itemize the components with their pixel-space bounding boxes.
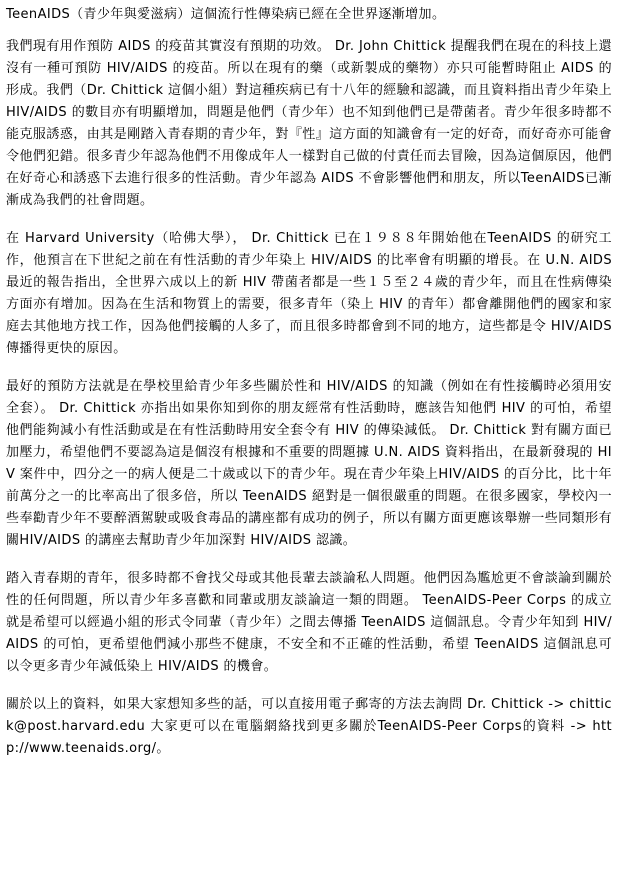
intro-paragraph: TeenAIDS（青少年與愛滋病）這個流行性傳染病已經在全世界逐漸增加。 [6,7,446,22]
prevention-paragraph: 最好的預防方法就是在學校里給青少年多些關於性和 HIV/AIDS 的知識（例如在有性接觸時必須用安全套）。 Dr. Chittick 亦指出如果你知到你的朋友經常有性活動時，應該告知他們 HIV 的可怕，希望他們能夠減小有性活動或是在有性活動時用安全套令有 HIV 的傳染減低。 Dr. Chittick 對有關方面已加壓力，希望他們不要認為這是個沒有根據和不重要的問題據 U.N. AIDS 資料指出，在最新發現的 HIV 案件中，四分之一的病人便是二十歲或以下的青少年。現在青少年染上HIV/AIDS 的百分比，比十年前萬分之一的比率高出了很多倍，所以 TeenAIDS 絕對是一個很嚴重的問題。在很多國家，學校內一些奉勸青少年不要醉酒駕駛或吸食毒品的講座都有成功的例子，所以有關方面更應该舉辦一些同類形有關HIV/AIDS 的講座去幫助青少年加深對 HIV/AIDS 認識。 [6,379,612,548]
article-body [6,4,612,760]
harvard-research-paragraph: 在 Harvard University（哈佛大學）， Dr. Chittick 已在１９８８年開始他在TeenAIDS 的研究工作，他預言在下世紀之前在有性活動的青少年染上 HIV/AIDS 的比率會有明顯的增長。在 U.N. AIDS 最近的報告指出，全世界六成以上的新 HIV 帶菌者都是一些１５至２４歲的青少年，而且在性病傳染方面亦有增加。因為在生活和物質上的需要，很多青年（染上 HIV 的青年）都會離開他們的國家和家庭去其他地方找工作，因為他們接觸的人多了，而且很多時都會到不同的地方，這些都是令 HIV/AIDS 傳播得更快的原因。 [6,231,612,356]
peer-corps-paragraph: 踏入青春期的青年，很多時都不會找父母或其他長輩去談論私人問題。他們因為尷尬更不會談論到關於性的任何問題，所以青少年多喜歡和同輩或朋友談論這一類的問題。 TeenAIDS-Peer Corps 的成立就是希望可以經過小組的形式令同輩（青少年）之間去傳播 TeenAIDS 這個訊息。令青少年知到 HIV/AIDS 的可怕，更希望他們減小那些不健康，不安全和不正確的性活動，希望 TeenAIDS 這個訊息可以令更多青少年減低染上 HIV/AIDS 的機會。 [6,571,612,674]
contact-paragraph: 關於以上的資料，如果大家想知多些的話，可以直接用電子郵寄的方法去詢問 Dr. Chittick -> chittick@post.harvard.edu 大家更可以在電腦網絡找到更多關於TeenAIDS-Peer Corps的資料 -> http://www.teenaids.org/。 [6,697,612,756]
vaccine-paragraph: 我們現有用作預防 AIDS 的疫苗其實沒有預期的功效。 Dr. John Chittick 提醒我們在現在的科技上還沒有一種可預防 HIV/AIDS 的疫苗。所以在現有的藥（或新製成的藥物）亦只可能暫時阻止 AIDS 的形成。我們（Dr. Chittick 這個小組）對這種疾病已有十八年的經驗和認識，而且資料指出青少年染上 HIV/AIDS 的數目亦有明顯增加，問題是他們（青少年）也不知到他們已是帶菌者。青少年很多時都不能克服誘惑，由其是剛踏入青春期的青少年，對『性』這方面的知識會有一定的好奇，而好奇亦可能會令他們犯錯。很多青少年認為他們不用像成年人一樣對自己做的付責任而去冒險，因為這個原因，他們在好奇心和誘惑下去進行很多的性活動。青少年認為 AIDS 不會影響他們和朋友，所以TeenAIDS已漸漸成為我們的社會問題。 [6,39,612,208]
